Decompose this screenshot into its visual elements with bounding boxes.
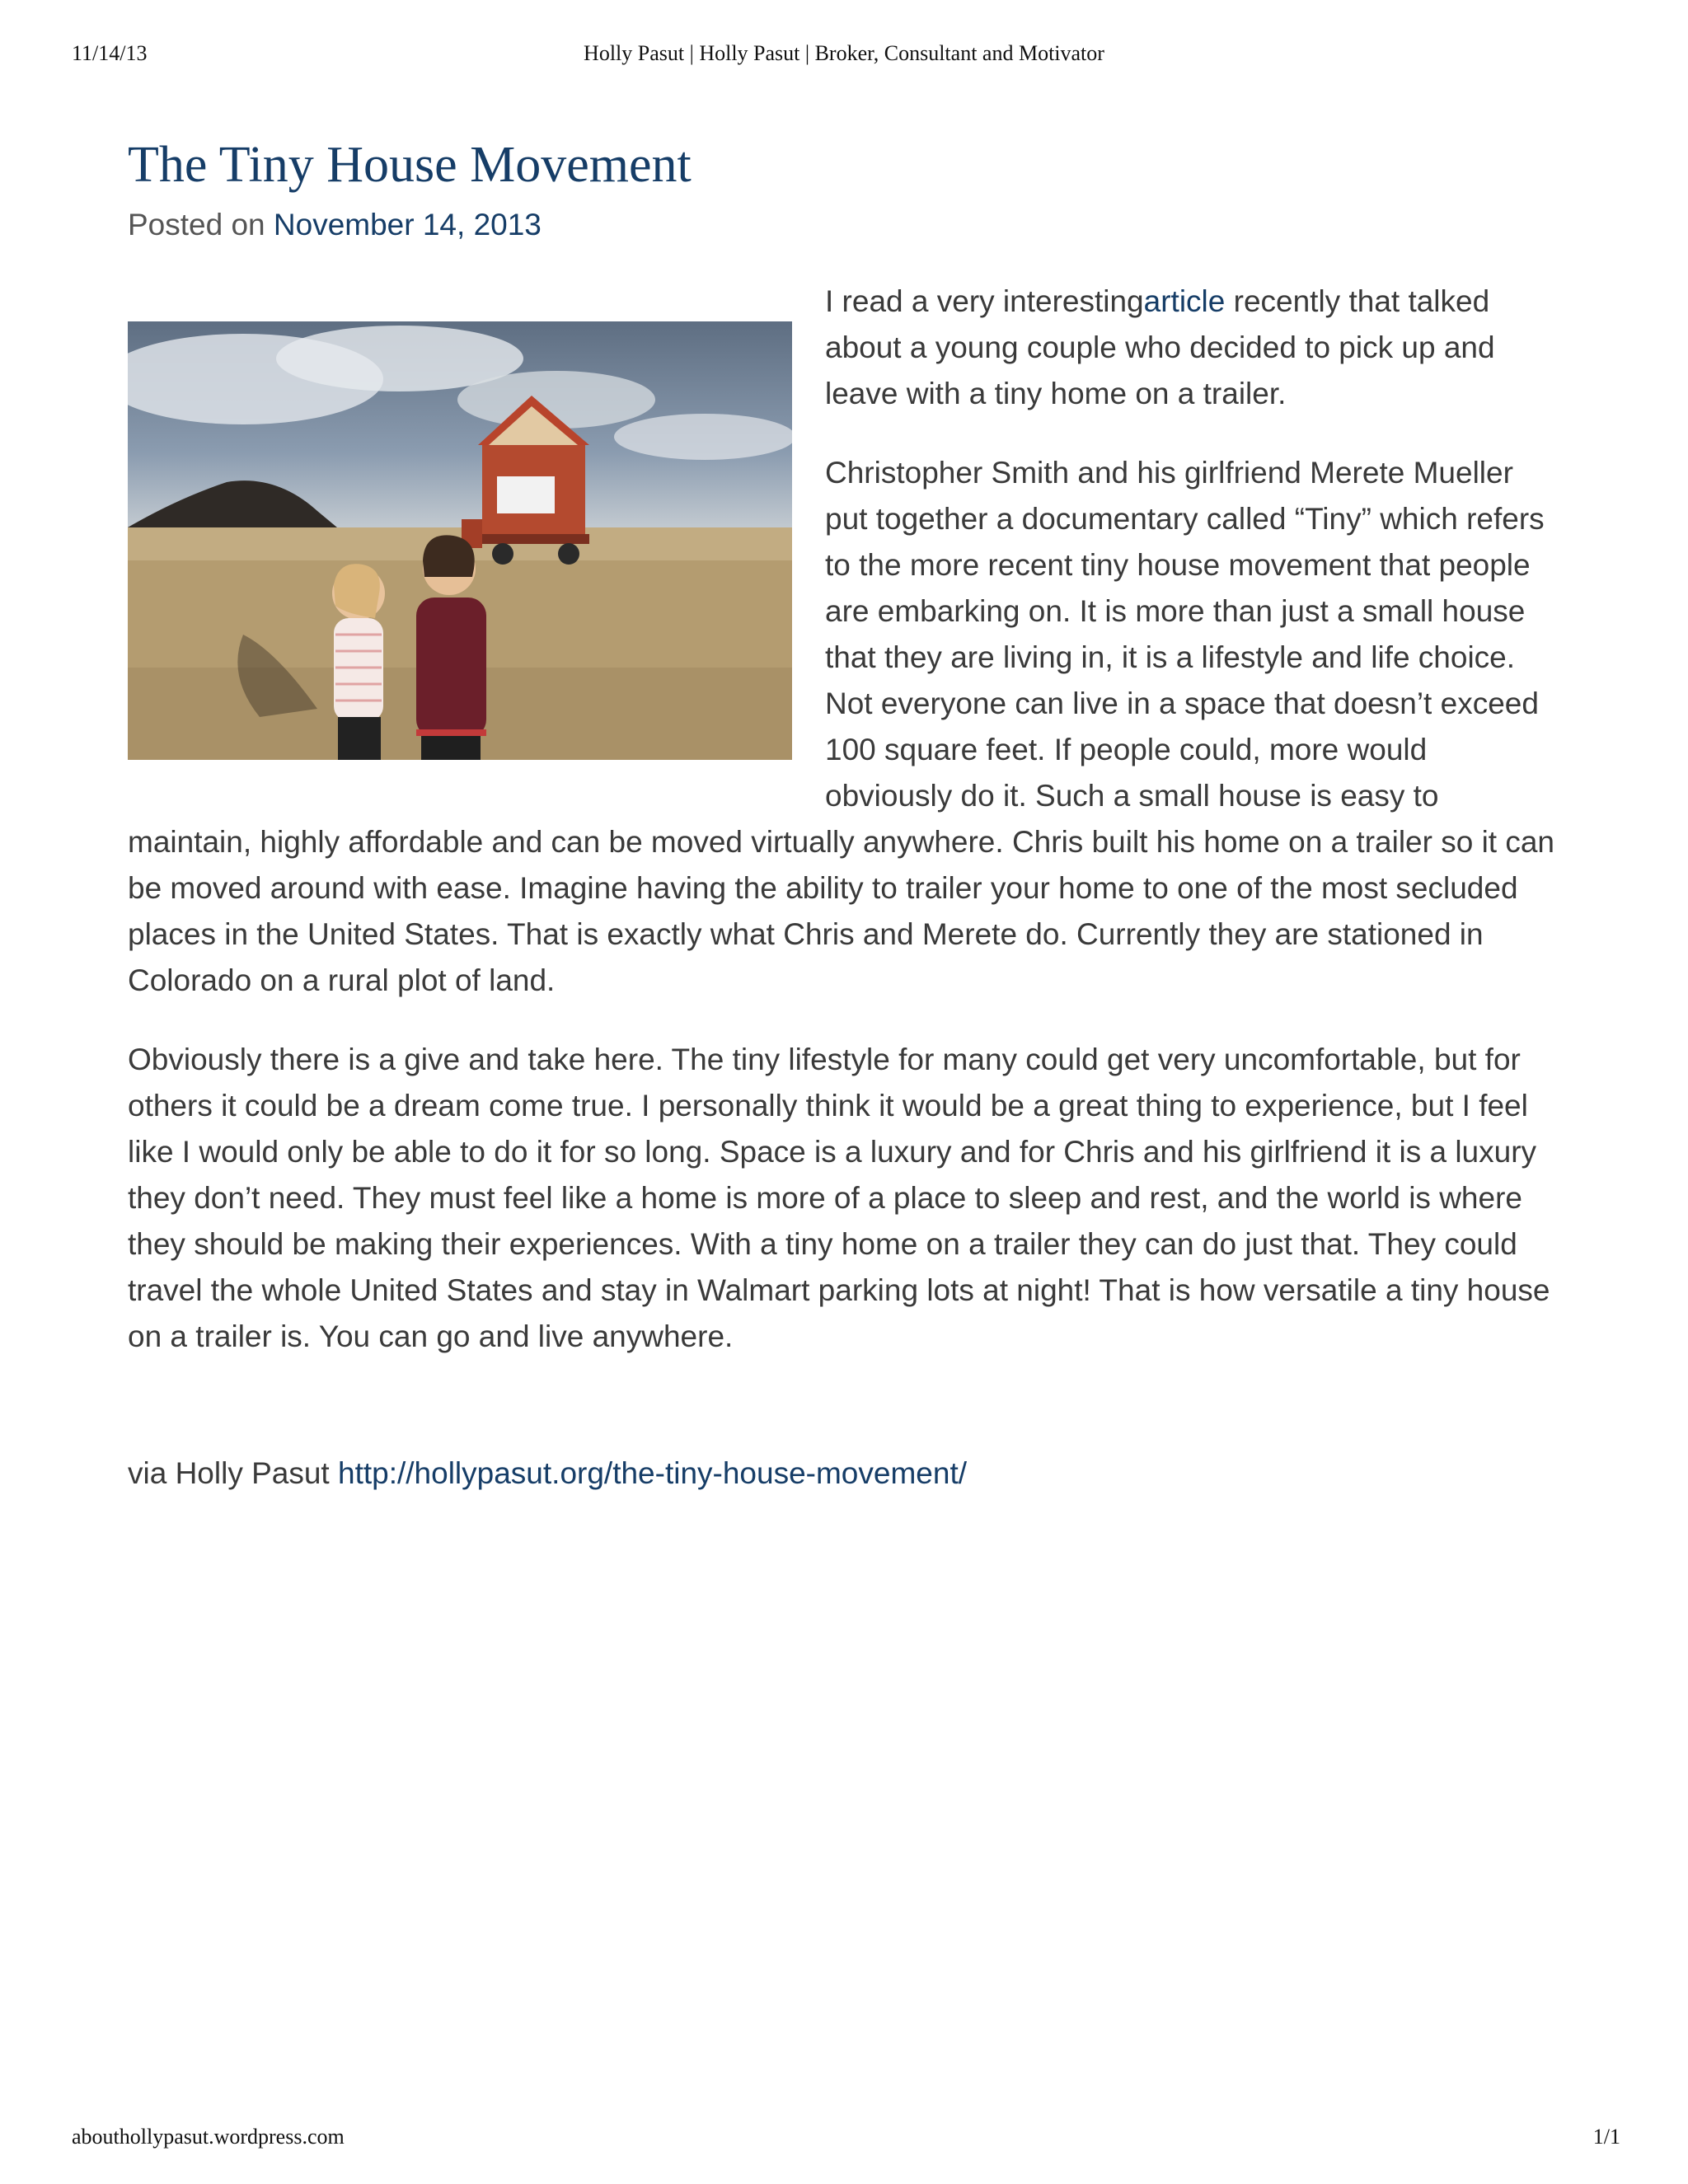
paragraph-1-start: I read a very interesting [825, 284, 1144, 318]
posted-date-link[interactable]: November 14, 2013 [273, 208, 542, 241]
print-footer-page-number: 1/1 [1592, 2125, 1620, 2149]
paragraph-2: Christopher Smith and his girlfriend Merete Mueller put together a documentary called “Tiny” which refers to the more recent tiny house movement that people are embarking on. It is more than just a small house that they are living in, it is a lifestyle and life choice. Not everyone can live in a space that doesn’t exceed 100 square feet. If people could, more would obviously do it. Such a small house is easy to maintain, highly affordable and can be moved virtually anywhere. Chris built his home on a trailer so it can be moved around with ease. Imagine having the ability to trailer your home to one of the most secluded places in the United States. That is exactly what Chris and Merete do. Currently they are stationed in Colorado on a rural plot of land. [128, 456, 1555, 997]
posted-prefix: Posted on [128, 208, 274, 241]
posted-line [128, 204, 1558, 246]
via-prefix: via Holly Pasut [128, 1456, 338, 1490]
via-line [128, 1451, 1558, 1497]
paragraph-1-end: recently that talked about a young couple who decided to pick up and leave with a tiny home on a trailer. [825, 284, 1495, 410]
photo-illustration [128, 321, 792, 760]
article-content [128, 279, 1558, 1497]
article [128, 132, 1558, 1497]
print-header-title: Holly Pasut | Holly Pasut | Broker, Consultant and Motivator [584, 41, 1104, 65]
article-title: The Tiny House Movement [128, 137, 692, 193]
article-link[interactable]: article [1143, 284, 1226, 318]
source-url-link[interactable]: http://hollypasut.org/the-tiny-house-movement/ [338, 1456, 967, 1490]
print-footer-url: abouthollypasut.wordpress.com [72, 2125, 345, 2149]
print-header-date: 11/14/13 [72, 41, 148, 65]
photo-couple-tiny-house-icon [128, 321, 792, 760]
paragraph-3: Obviously there is a give and take here. The tiny lifestyle for many could get very uncomfortable, but for others it could be a dream come true. I personally think it would be a great thing to experience, but I feel like I would only be able to do it for so long. Space is a luxury and for Chris and his girlfriend it is a luxury they don’t need. They must feel like a home is more of a place to sleep and rest, and the world is where they should be making their experiences. With a tiny home on a trailer they can do just that. They could travel the whole United States and stay in Walmart parking lots at night! That is how versatile a tiny house on a trailer is. You can go and live anywhere. [128, 1043, 1550, 1353]
